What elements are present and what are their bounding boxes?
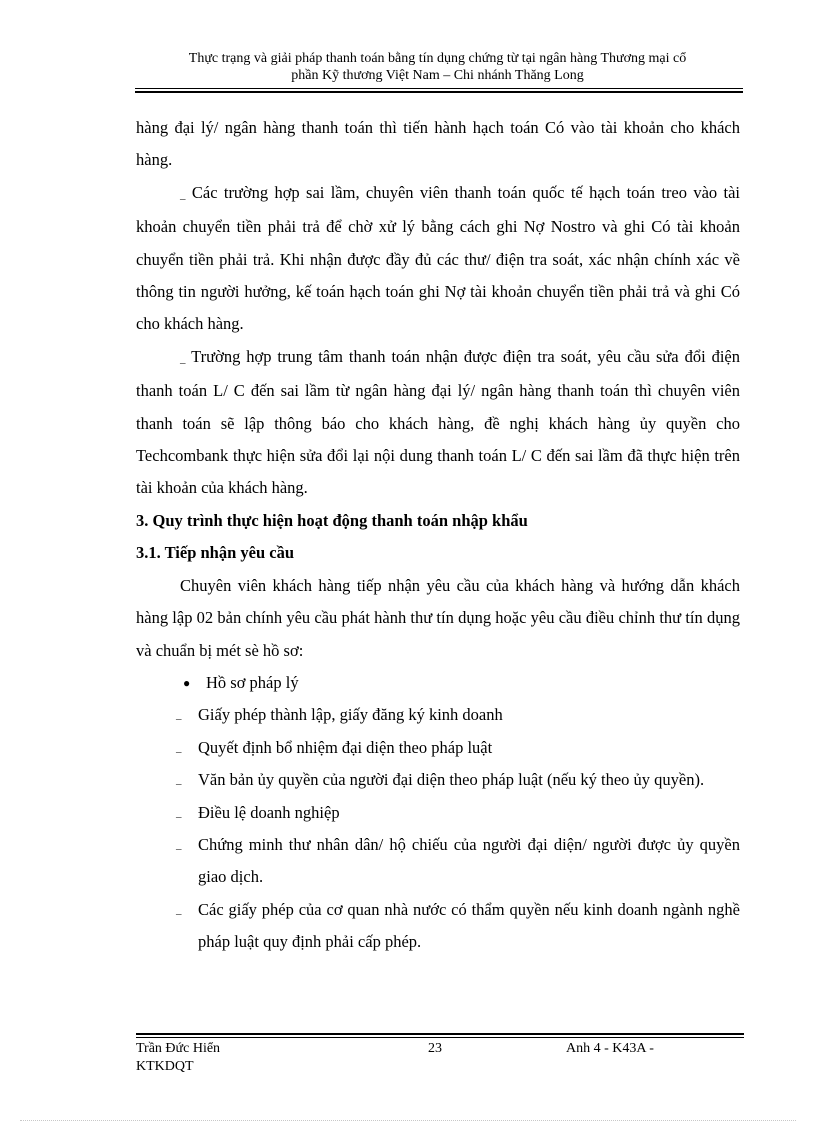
header-rule-thick: [135, 91, 743, 93]
header-rule-thin: [135, 88, 743, 89]
section-heading: 3. Quy trình thực hiện hoạt động thanh toán nhập khẩu: [136, 510, 528, 530]
list-item: _ Các giấy phép của cơ quan nhà nước có thẩm quyền nếu kinh doanh ngành nghề pháp luật quy định phải cấp phép.: [136, 894, 740, 959]
dash-marker: _: [176, 806, 182, 819]
paragraph-intro: Chuyên viên khách hàng tiếp nhận yêu cầu của khách hàng và hướng dẫn khách hàng lập 02 bản chính yêu cầu phát hành thư tín dụng hoặc yêu cầu điều chỉnh thư tín dụng và chuẩn bị mét sè hồ sơ:: [136, 575, 740, 660]
paragraph-continuation: hàng đại lý/ ngân hàng thanh toán thì tiến hành hạch toán Có vào tài khoản cho khách hàng.: [136, 118, 740, 170]
footer-rule-thick: [136, 1033, 744, 1035]
dash-marker: _: [176, 903, 182, 916]
footer-rule-thin: [136, 1037, 744, 1038]
dash-marker: _: [180, 188, 186, 201]
dash-marker: _: [176, 774, 182, 787]
footer-author: [136, 1040, 220, 1076]
running-header: [135, 50, 740, 84]
paragraph-inquiry: _ Trường hợp trung tâm thanh toán nhận được điện tra soát, yêu cầu sửa đổi điện thanh toán L/ C đến sai lầm từ ngân hàng đại lý/ ngân hàng thanh toán thì chuyên viên thanh toán sẽ lập thông báo cho khách hàng, đề nghị khách hàng ủy quyền cho Techcombank thực hiện sửa đổi lại nội dung thanh toán L/ C đến sai lầm đã thực hiện trên tài khoản của khách hàng.: [136, 346, 741, 498]
list-item: _ Chứng minh thư nhân dân/ hộ chiếu của người đại diện/ người được ủy quyền giao dịch.: [136, 829, 740, 894]
list-item: _ Điều lệ doanh nghiệp: [136, 797, 740, 829]
dash-marker: _: [176, 741, 182, 754]
bullet-item: ● Hồ sơ pháp lý: [136, 667, 740, 699]
author-name: Trần Đức Hiển: [136, 1041, 221, 1056]
page-number: 23: [428, 1041, 442, 1056]
footer-class: Anh 4 - K43A -: [566, 1041, 654, 1056]
author-dept: KTKDQT: [136, 1059, 194, 1074]
subsection-heading: 3.1. Tiếp nhận yêu cầu: [136, 543, 295, 563]
list-item: _ Văn bản ủy quyền của người đại diện theo pháp luật (nếu ký theo ủy quyền).: [136, 764, 740, 796]
page-body: [136, 112, 740, 959]
dash-marker: _: [176, 838, 182, 851]
bullet-dot-icon: ●: [183, 675, 191, 690]
header-line-1: Thực trạng và giải pháp thanh toán bằng tín dụng chứng từ tại ngân hàng Thương mại cổ: [188, 51, 687, 66]
paragraph-errors: _ Các trường hợp sai lầm, chuyên viên thanh toán quốc tế hạch toán treo vào tài khoản chuyển tiền phải trả để chờ xử lý bằng cách ghi Nợ Nostro và ghi Có tài khoản chuyển tiền phải trả. Khi nhận được đầy đủ các thư/ điện tra soát, xác nhận chính xác về thông tin người hưởng, kế toán hạch toán ghi Nợ tài khoản chuyển tiền phải trả và ghi Có cho khách hàng.: [136, 182, 741, 334]
list-item: _ Giấy phép thành lập, giấy đăng ký kinh doanh: [136, 699, 740, 731]
dash-marker: _: [180, 352, 186, 365]
list-item: _ Quyết định bổ nhiệm đại diện theo pháp luật: [136, 732, 740, 764]
page-edge: [20, 1120, 796, 1121]
header-line-2: phần Kỹ thương Việt Nam – Chi nhánh Thăng Long: [291, 68, 584, 83]
dash-marker: _: [176, 709, 182, 722]
